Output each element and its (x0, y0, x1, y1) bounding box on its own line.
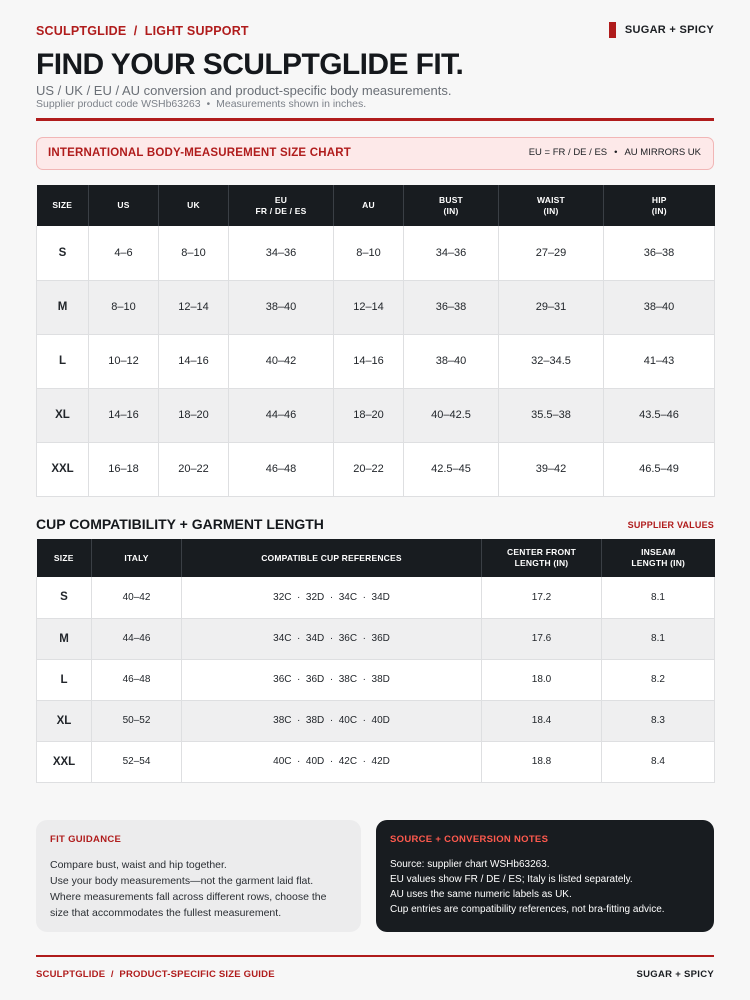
cup-table-body (37, 577, 715, 782)
size-chart-header-sublabel: (IN) (651, 205, 667, 216)
table-cell: 12–14 (159, 280, 229, 334)
table-cell: 40–42.5 (404, 388, 499, 442)
table-cell: 46.5–49 (604, 442, 715, 496)
table-cell: 27–29 (499, 226, 604, 280)
fit-guidance-line: Use your body measurements—not the garment laid flat. (50, 875, 314, 887)
size-label-cell: L (37, 659, 92, 700)
banner-title: INTERNATIONAL BODY-MEASUREMENT SIZE CHART (48, 147, 351, 159)
table-row (37, 700, 715, 741)
table-cell: 10–12 (89, 334, 159, 388)
size-chart-column-header (334, 185, 404, 226)
size-chart-column-header (499, 185, 604, 226)
footer-breadcrumb: SCULPTGLIDE / PRODUCT-SPECIFIC SIZE GUIDE (36, 969, 275, 980)
size-label-cell: M (37, 618, 92, 659)
cup-table-header-label: ITALY (124, 552, 149, 563)
cup-table-header-label: SIZE (53, 552, 74, 563)
size-chart-column-header (159, 185, 229, 226)
cup-table-header-sublabel: LENGTH (IN) (514, 558, 569, 568)
table-row (37, 226, 715, 280)
table-cell: 8–10 (159, 226, 229, 280)
page-subtitle: US / UK / EU / AU conversion and product-specific body measurements. (36, 83, 452, 98)
table-cell: 8–10 (89, 280, 159, 334)
table-cell: 29–31 (499, 280, 604, 334)
table-row (37, 618, 715, 659)
table-row (37, 659, 715, 700)
size-label-cell: XXL (37, 442, 89, 496)
table-row (37, 442, 715, 496)
size-chart-column-header (37, 185, 89, 226)
table-cell: 44–46 (92, 618, 182, 659)
breadcrumb: SCULPTGLIDE / LIGHT SUPPORT (36, 24, 249, 38)
table-cell: 12–14 (334, 280, 404, 334)
size-chart-header-label: BUST (439, 194, 463, 205)
table-cell: 8–10 (334, 226, 404, 280)
table-cell: 44–46 (229, 388, 334, 442)
size-label-cell: S (37, 226, 89, 280)
size-chart-header-sublabel: FR / DE / ES (255, 205, 307, 216)
size-chart-column-header (404, 185, 499, 226)
cup-table-column-header (92, 539, 182, 577)
size-chart-header-sublabel: (IN) (443, 205, 459, 216)
table-cell: 20–22 (159, 442, 229, 496)
size-chart-table (36, 185, 714, 497)
cup-table-column-header (482, 539, 602, 577)
table-cell: 14–16 (334, 334, 404, 388)
size-label-cell: S (37, 577, 92, 618)
brand-name: SUGAR + SPICY (624, 24, 714, 36)
table-row (37, 388, 715, 442)
top-bar (36, 22, 714, 42)
source-notes-title: SOURCE + CONVERSION NOTES (390, 834, 549, 845)
fit-guidance-card (36, 820, 361, 932)
fit-guidance-line: size that accommodates the fullest measurement. (50, 907, 282, 919)
source-notes-line: Cup entries are compatibility references, not bra-fitting advice. (390, 904, 665, 915)
table-cell: 38–40 (404, 334, 499, 388)
table-cell: 46–48 (229, 442, 334, 496)
table-cell: 32–34.5 (499, 334, 604, 388)
table-cell: 36–38 (604, 226, 715, 280)
table-cell: 39–42 (499, 442, 604, 496)
table-cell: 40–42 (229, 334, 334, 388)
size-guide-page (36, 0, 714, 1000)
product-code: Supplier product code WSHb63263 (36, 98, 201, 110)
header-divider (36, 118, 714, 121)
units-note: Measurements shown in inches. (216, 98, 367, 110)
table-row (37, 741, 715, 782)
table-cell: 14–16 (89, 388, 159, 442)
table-cell: 34C · 34D · 36C · 36D (182, 618, 482, 659)
table-cell: 40C · 40D · 42C · 42D (182, 741, 482, 782)
table-cell: 18.0 (482, 659, 602, 700)
table-cell: 36C · 36D · 38C · 38D (182, 659, 482, 700)
cup-section-title: CUP COMPATIBILITY + GARMENT LENGTH (36, 516, 324, 532)
footer-divider (36, 955, 714, 957)
table-cell: 38–40 (229, 280, 334, 334)
table-cell: 18.8 (482, 741, 602, 782)
cup-table-header-label: CENTER FRONT (507, 547, 576, 558)
banner-notes (529, 147, 701, 158)
size-chart-column-header (89, 185, 159, 226)
table-cell: 40–42 (92, 577, 182, 618)
table-row (37, 334, 715, 388)
size-chart-body (37, 226, 715, 496)
table-cell: 41–43 (604, 334, 715, 388)
size-chart-header-label: UK (187, 200, 200, 211)
table-cell: 32C · 32D · 34C · 34D (182, 577, 482, 618)
table-cell: 18.4 (482, 700, 602, 741)
fit-guidance-title: FIT GUIDANCE (50, 834, 122, 845)
table-cell: 4–6 (89, 226, 159, 280)
table-cell: 18–20 (334, 388, 404, 442)
table-cell: 17.2 (482, 577, 602, 618)
table-cell: 34–36 (229, 226, 334, 280)
cup-table-header-label: INSEAM (641, 547, 676, 558)
table-cell: 20–22 (334, 442, 404, 496)
size-label-cell: XL (37, 388, 89, 442)
table-cell: 50–52 (92, 700, 182, 741)
chart-banner (36, 137, 714, 170)
cup-table-column-header (182, 539, 482, 577)
meta-separator: • (206, 98, 211, 110)
supplier-values-tag: SUPPLIER VALUES (627, 520, 714, 530)
brand-mark-icon (609, 22, 616, 38)
cup-table-column-header (602, 539, 715, 577)
table-cell: 8.3 (602, 700, 715, 741)
size-chart-header-label: SIZE (52, 200, 73, 211)
size-chart-column-header (604, 185, 715, 226)
table-cell: 8.2 (602, 659, 715, 700)
table-cell: 46–48 (92, 659, 182, 700)
table-cell: 38C · 38D · 40C · 40D (182, 700, 482, 741)
table-row (37, 280, 715, 334)
cup-table-header-sublabel: LENGTH (IN) (631, 558, 686, 568)
table-cell: 36–38 (404, 280, 499, 334)
cup-table-header-row (37, 539, 715, 577)
eu-note: EU = FR / DE / ES (528, 147, 608, 158)
table-cell: 35.5–38 (499, 388, 604, 442)
source-notes-line: Source: supplier chart WSHb63263. (390, 859, 550, 870)
size-label-cell: L (37, 334, 89, 388)
size-chart-header-label: AU (362, 200, 375, 211)
size-chart-header-sublabel: (IN) (543, 205, 559, 216)
cup-table-column-header (37, 539, 92, 577)
table-cell: 16–18 (89, 442, 159, 496)
source-notes-line: EU values show FR / DE / ES; Italy is listed separately. (390, 874, 633, 885)
table-cell: 17.6 (482, 618, 602, 659)
source-notes-card (376, 820, 714, 932)
footer-brand: SUGAR + SPICY (636, 969, 714, 980)
au-note: AU MIRRORS UK (624, 147, 701, 158)
table-cell: 8.1 (602, 618, 715, 659)
size-label-cell: XL (37, 700, 92, 741)
table-cell: 14–16 (159, 334, 229, 388)
source-notes-line: AU uses the same numeric labels as UK. (390, 889, 572, 900)
table-cell: 18–20 (159, 388, 229, 442)
size-label-cell: M (37, 280, 89, 334)
table-row (37, 577, 715, 618)
size-chart-header-label: US (117, 200, 130, 211)
table-cell: 8.1 (602, 577, 715, 618)
size-chart-header-row (37, 185, 715, 226)
table-cell: 8.4 (602, 741, 715, 782)
banner-separator: • (614, 147, 618, 158)
size-chart-column-header (229, 185, 334, 226)
fit-guidance-line: Where measurements fall across different rows, choose the (50, 891, 327, 903)
brand (609, 22, 714, 38)
cup-table (36, 539, 714, 783)
table-cell: 34–36 (404, 226, 499, 280)
table-cell: 43.5–46 (604, 388, 715, 442)
table-cell: 52–54 (92, 741, 182, 782)
page-meta (36, 98, 366, 110)
size-chart-header-label: EU (274, 194, 288, 205)
table-cell: 38–40 (604, 280, 715, 334)
size-chart-header-label: HIP (651, 194, 667, 205)
size-label-cell: XXL (37, 741, 92, 782)
fit-guidance-line: Compare bust, waist and hip together. (50, 859, 227, 871)
cup-table-header-label: COMPATIBLE CUP REFERENCES (261, 552, 402, 563)
page-title: FIND YOUR SCULPTGLIDE FIT. (36, 48, 464, 81)
size-chart-header-label: WAIST (537, 194, 565, 205)
table-cell: 42.5–45 (404, 442, 499, 496)
